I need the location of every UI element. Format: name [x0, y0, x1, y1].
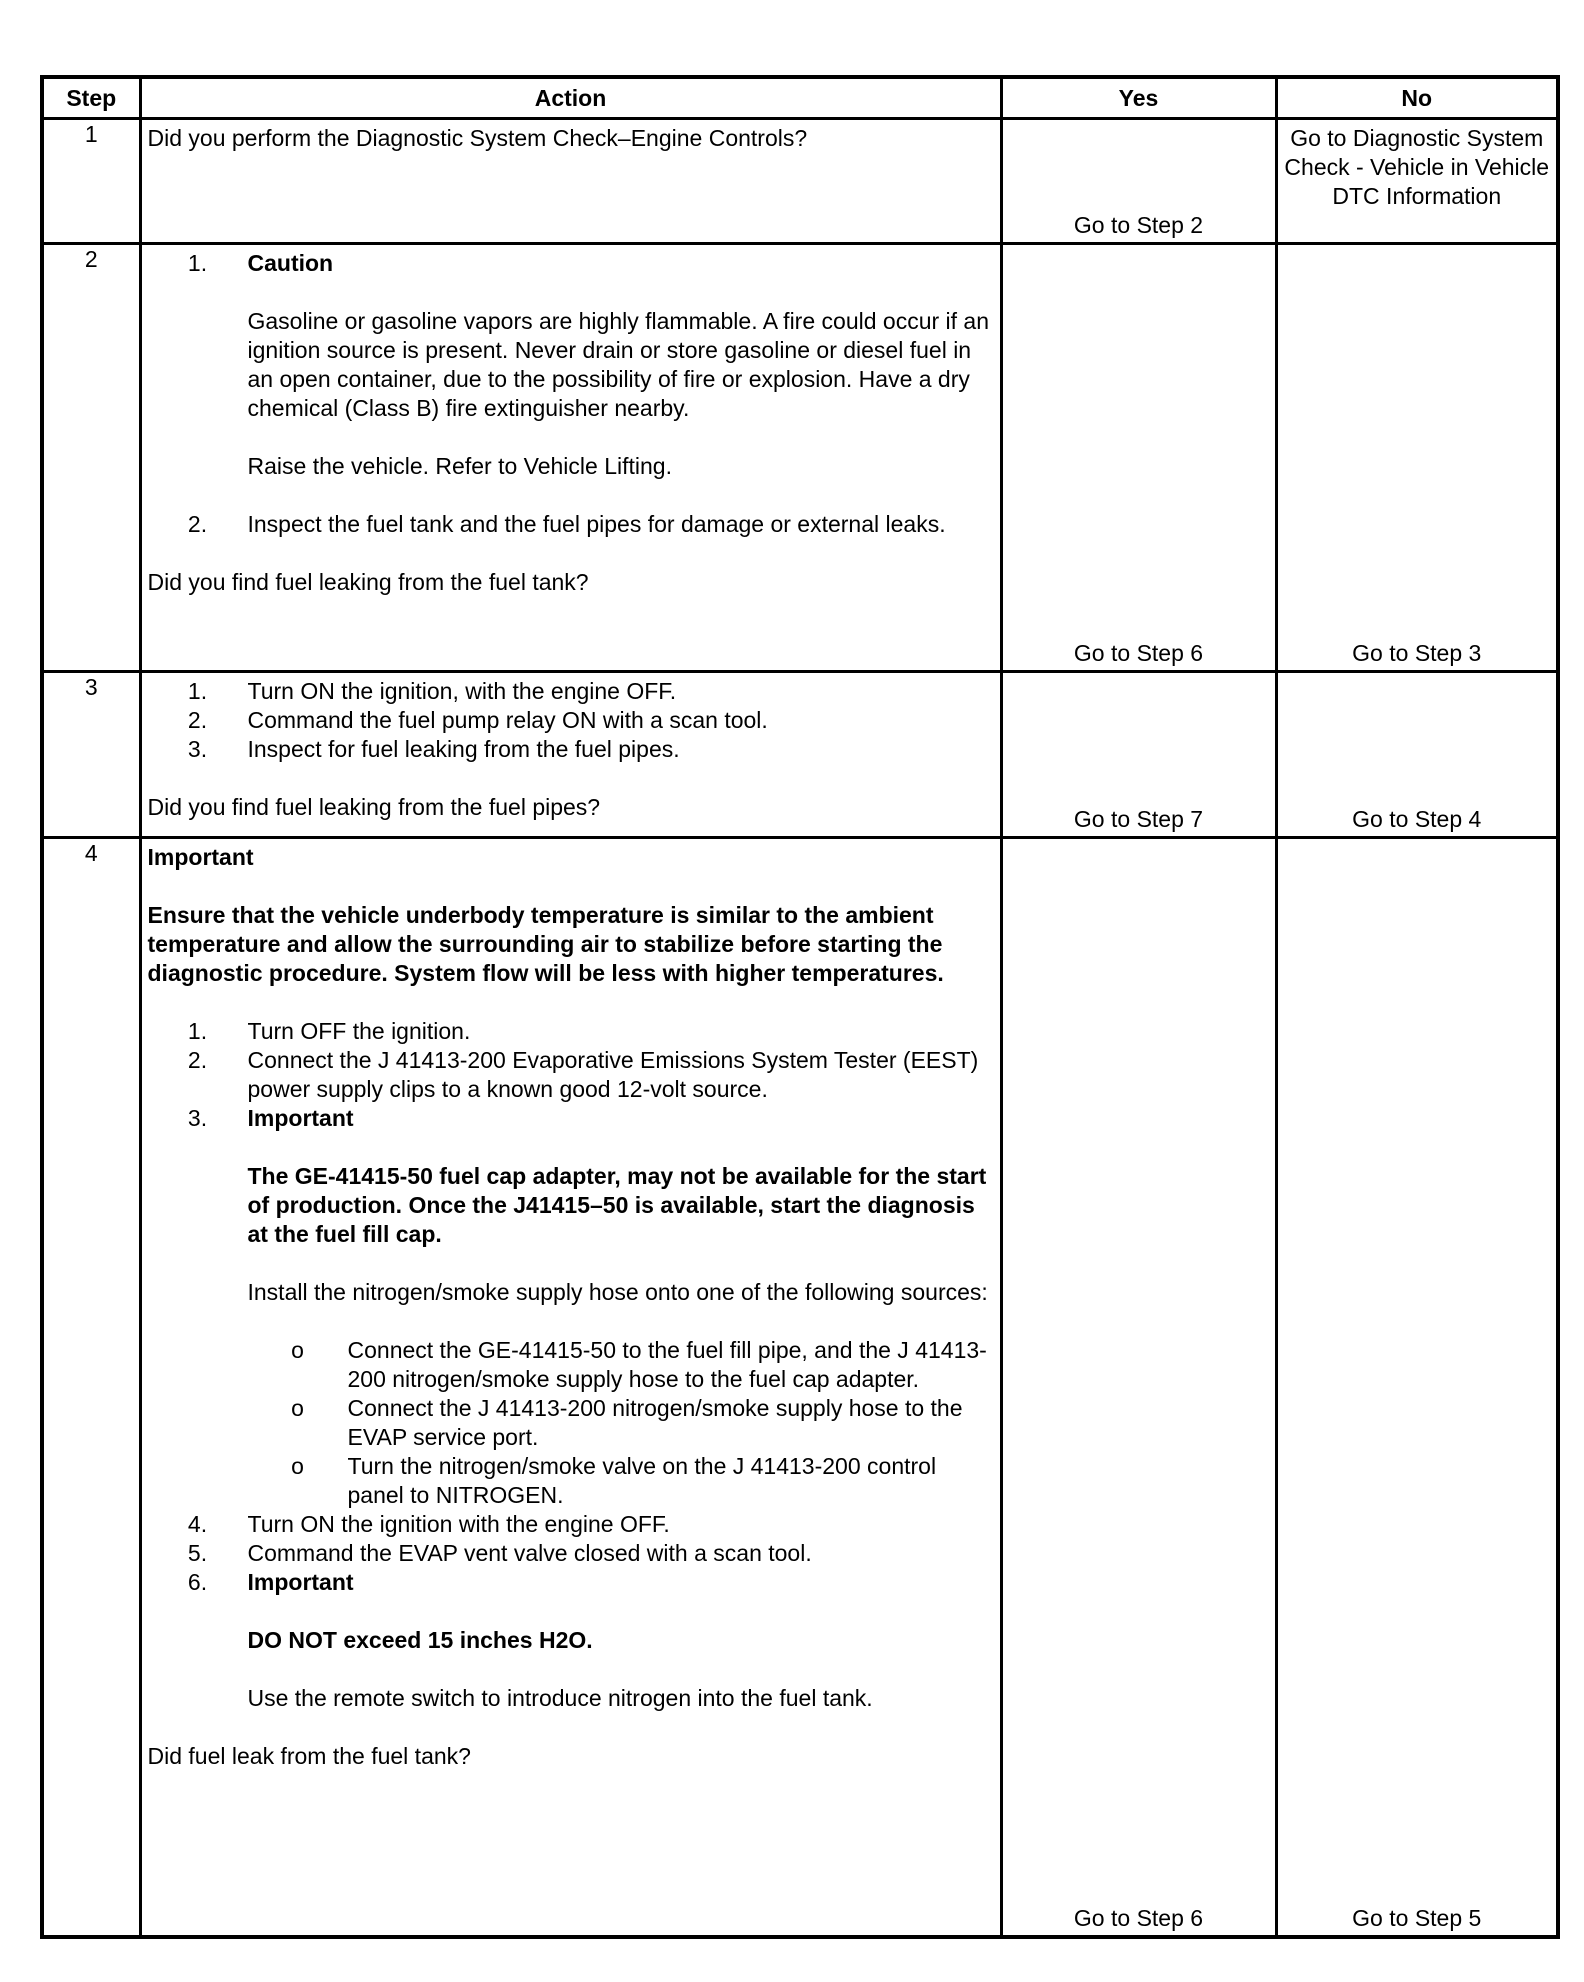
table-row-step-3	[42, 672, 1558, 838]
list-item	[148, 249, 992, 278]
item-number: 6.	[187, 1569, 208, 1595]
list-item	[148, 1017, 992, 1046]
item-number: 3.	[187, 736, 208, 762]
item-text: Turn ON the ignition with the engine OFF.	[247, 1511, 670, 1537]
item-number: 1.	[187, 1018, 208, 1044]
item-text: Inspect the fuel tank and the fuel pipes for damage or external leaks.	[247, 511, 946, 537]
bullet-text: Connect the J 41413-200 nitrogen/smoke supply hose to the EVAP service port.	[347, 1395, 963, 1450]
step-number: 2	[42, 244, 140, 672]
important-text: The GE-41415-50 fuel cap adapter, may not be available for the start of production. Once the J41415–50 is available, start the diagnosis at the fuel fill cap.	[247, 1163, 987, 1247]
item-text: Inspect for fuel leaking from the fuel pipes.	[247, 736, 680, 762]
diagnostic-table	[40, 75, 1560, 1939]
header-yes: Yes	[1001, 77, 1276, 119]
item-number: 5.	[187, 1540, 208, 1566]
action-cell	[140, 672, 1001, 838]
list-item	[148, 735, 992, 764]
item-text: Turn OFF the ignition.	[247, 1018, 471, 1044]
item-text: Command the fuel pump relay ON with a scan tool.	[247, 707, 768, 733]
list-item	[148, 510, 992, 539]
yes-result: Go to Step 6	[1073, 640, 1204, 666]
action-cell	[140, 838, 1001, 1937]
header-row	[42, 77, 1558, 119]
table-row-step-2	[42, 244, 1558, 672]
item-number: 4.	[187, 1511, 208, 1537]
bullet-item	[148, 1394, 992, 1452]
item-text: Connect the J 41413-200 Evaporative Emissions System Tester (EEST) power supply clips to a known good 12-volt source.	[247, 1047, 979, 1102]
list-item	[148, 1510, 992, 1539]
action-cell	[140, 119, 1001, 244]
step-number: 1	[42, 119, 140, 244]
no-result: Go to Step 3	[1352, 640, 1482, 666]
item-number: 1.	[187, 250, 208, 276]
question: Did fuel leak from the fuel tank?	[147, 1743, 471, 1769]
bullet-text: Connect the GE-41415-50 to the fuel fill pipe, and the J 41413-200 nitrogen/smoke supply hose to the fuel cap adapter.	[347, 1337, 987, 1392]
bullet-mark: o	[291, 1453, 304, 1479]
list-item	[148, 1046, 992, 1104]
table-row-step-4	[42, 838, 1558, 1937]
important-text: DO NOT exceed 15 inches H2O.	[247, 1627, 593, 1653]
item-text: Install the nitrogen/smoke supply hose onto one of the following sources:	[247, 1279, 988, 1305]
list-item	[148, 706, 992, 735]
item-text: Command the EVAP vent valve closed with a scan tool.	[247, 1540, 812, 1566]
important-title: Important	[247, 1105, 354, 1131]
list-item	[148, 1568, 992, 1597]
item-number: 2.	[187, 1047, 208, 1073]
question: Did you perform the Diagnostic System Check–Engine Controls?	[147, 125, 808, 151]
step-number: 4	[42, 838, 140, 1937]
item-number: 3.	[187, 1105, 208, 1131]
item-text: Use the remote switch to introduce nitrogen into the fuel tank.	[247, 1685, 873, 1711]
yes-result: Go to Step 6	[1073, 1904, 1204, 1931]
item-number: 2.	[187, 511, 208, 537]
yes-cell	[1001, 672, 1276, 838]
important-title: Important	[247, 1569, 354, 1595]
no-result: Go to Step 4	[1352, 806, 1482, 832]
step-number: 3	[42, 672, 140, 838]
bullet-item	[148, 1336, 992, 1394]
item-number: 2.	[187, 707, 208, 733]
header-action: Action	[140, 77, 1001, 119]
list-item	[148, 1539, 992, 1568]
action-cell	[140, 244, 1001, 672]
caution-title: Caution	[247, 250, 334, 276]
yes-cell	[1001, 838, 1276, 1937]
list-item	[148, 677, 992, 706]
important-title: Important	[147, 844, 254, 870]
bullet-mark: o	[291, 1395, 304, 1421]
yes-result: Go to Step 2	[1073, 212, 1204, 238]
yes-cell	[1001, 244, 1276, 672]
header-step: Step	[42, 77, 140, 119]
caution-text: Gasoline or gasoline vapors are highly flammable. A fire could occur if an ignition source is present. Never drain or store gasoline or diesel fuel in an open container, due to the possibility of fire or explosion. Have a dry chemical (Class B) fire extinguisher nearby.	[247, 308, 990, 421]
bullet-text: Turn the nitrogen/smoke valve on the J 41413-200 control panel to NITROGEN.	[347, 1453, 937, 1508]
no-cell	[1276, 119, 1558, 244]
no-cell	[1276, 838, 1558, 1937]
no-result: Go to Step 5	[1352, 1904, 1482, 1931]
important-text: Ensure that the vehicle underbody temperature is similar to the ambient temperature and allow the surrounding air to stabilize before starting the diagnostic procedure. System flow will be less with higher temperatures.	[147, 902, 944, 986]
header-no: No	[1276, 77, 1558, 119]
no-cell	[1276, 672, 1558, 838]
bullet-mark: o	[291, 1337, 304, 1363]
yes-cell	[1001, 119, 1276, 244]
yes-result: Go to Step 7	[1073, 806, 1204, 832]
item-text: Turn ON the ignition, with the engine OFF.	[247, 678, 677, 704]
item-text: Raise the vehicle. Refer to Vehicle Lifting.	[247, 453, 672, 479]
no-result: Go to Diagnostic System Check - Vehicle in Vehicle DTC Information	[1284, 125, 1550, 209]
bullet-item	[148, 1452, 992, 1510]
question: Did you find fuel leaking from the fuel tank?	[147, 569, 589, 595]
table-row-step-1	[42, 119, 1558, 244]
no-cell	[1276, 244, 1558, 672]
item-number: 1.	[187, 678, 208, 704]
list-item	[148, 1104, 992, 1133]
question: Did you find fuel leaking from the fuel pipes?	[147, 794, 601, 820]
